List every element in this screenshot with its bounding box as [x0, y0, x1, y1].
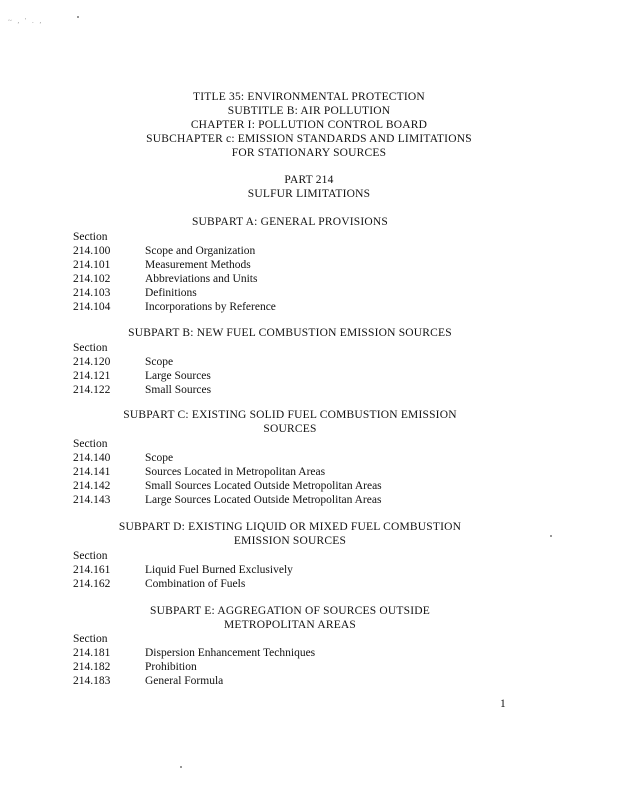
subpart-title-line: SUBPART A: GENERAL PROVISIONS — [191, 216, 389, 228]
section-number: 214.100 — [73, 245, 111, 257]
section-number: 214.182 — [73, 661, 111, 673]
section-title: Sources Located in Metropolitan Areas — [145, 466, 326, 478]
toc-row — [73, 465, 325, 479]
part-heading — [0, 173, 618, 201]
section-number: 214.121 — [73, 370, 111, 382]
section-number: 214.142 — [73, 480, 111, 492]
heading-subchapter-cont-line: FOR STATIONARY SOURCES — [231, 147, 387, 159]
subpart-d-heading — [90, 520, 490, 548]
section-title: Abbreviations and Units — [145, 273, 258, 285]
section-number: 214.143 — [73, 494, 111, 506]
section-title: Small Sources — [145, 384, 212, 396]
section-title: Large Sources — [145, 370, 211, 382]
toc-row — [73, 660, 197, 674]
section-number: 214.183 — [73, 675, 111, 687]
subpart-title-line: SUBPART E: AGGREGATION OF SOURCES OUTSIDE — [149, 605, 431, 617]
section-title: Scope — [145, 356, 174, 368]
page-number: 1 — [500, 698, 506, 710]
toc-row — [73, 258, 251, 272]
section-title: Scope — [145, 452, 174, 464]
section-title: Scope and Organization — [145, 245, 256, 257]
scan-speck — [77, 16, 79, 18]
toc-row — [73, 563, 293, 577]
section-number: 214.101 — [73, 259, 111, 271]
toc-row — [73, 451, 173, 465]
toc-row — [73, 300, 276, 314]
heading-subchapter-line: SUBCHAPTER c: EMISSION STANDARDS AND LIMITATIONS — [146, 133, 472, 145]
section-label: Section — [73, 438, 108, 450]
section-label: Section — [73, 231, 108, 243]
subpart-title-line: METROPOLITAN AREAS — [223, 619, 357, 631]
section-number: 214.102 — [73, 273, 111, 285]
scan-artifact: ~ , ' . , — [8, 17, 44, 25]
subpart-title-line: SOURCES — [263, 423, 317, 435]
heading-subtitle-line: SUBTITLE B: AIR POLLUTION — [227, 105, 391, 117]
subpart-title-line: SUBPART D: EXISTING LIQUID OR MIXED FUEL COMBUSTION — [118, 521, 462, 533]
section-title: Small Sources Located Outside Metropolitan Areas — [145, 480, 382, 492]
toc-row — [73, 369, 211, 383]
section-number: 214.181 — [73, 647, 111, 659]
heading-chapter-line: CHAPTER I: POLLUTION CONTROL BOARD — [190, 119, 428, 131]
section-number: 214.141 — [73, 466, 111, 478]
section-title: Measurement Methods — [145, 259, 251, 271]
toc-row — [73, 674, 223, 688]
subpart-title-line: SUBPART C: EXISTING SOLID FUEL COMBUSTION EMISSION — [123, 409, 457, 421]
section-label: Section — [73, 550, 108, 562]
section-title: Combination of Fuels — [145, 578, 246, 590]
section-number: 214.104 — [73, 301, 111, 313]
part-number: PART 214 — [284, 174, 334, 186]
toc-row — [73, 493, 381, 507]
section-title: General Formula — [145, 675, 224, 687]
section-label: Section — [73, 633, 108, 645]
section-label: Section — [73, 342, 108, 354]
subpart-a-heading — [90, 215, 490, 229]
subpart-c-heading — [90, 408, 490, 436]
toc-row — [73, 577, 245, 591]
toc-row — [73, 646, 315, 660]
section-number: 214.120 — [73, 356, 111, 368]
heading-title-line: TITLE 35: ENVIRONMENTAL PROTECTION — [193, 91, 425, 103]
section-title: Prohibition — [145, 661, 197, 673]
subpart-b-heading — [90, 326, 490, 340]
scan-speck — [180, 766, 182, 768]
section-number: 214.161 — [73, 564, 111, 576]
toc-row — [73, 272, 257, 286]
section-number: 214.162 — [73, 578, 111, 590]
toc-row — [73, 355, 173, 369]
title-heading — [0, 90, 618, 160]
section-title: Liquid Fuel Burned Exclusively — [145, 564, 293, 576]
toc-row — [73, 383, 211, 397]
toc-row — [73, 479, 382, 493]
toc-row — [73, 244, 255, 258]
section-number: 214.122 — [73, 384, 111, 396]
subpart-title-line: EMISSION SOURCES — [233, 535, 347, 547]
toc-row — [73, 286, 197, 300]
section-title: Dispersion Enhancement Techniques — [145, 647, 316, 659]
subpart-e-heading — [90, 604, 490, 632]
section-number: 214.140 — [73, 452, 111, 464]
scan-speck — [550, 535, 552, 537]
subpart-title-line: SUBPART B: NEW FUEL COMBUSTION EMISSION SOURCES — [128, 327, 452, 339]
section-title: Large Sources Located Outside Metropolitan Areas — [145, 494, 382, 506]
part-title: SULFUR LIMITATIONS — [247, 188, 371, 200]
section-number: 214.103 — [73, 287, 111, 299]
section-title: Definitions — [145, 287, 197, 299]
section-title: Incorporations by Reference — [145, 301, 276, 313]
